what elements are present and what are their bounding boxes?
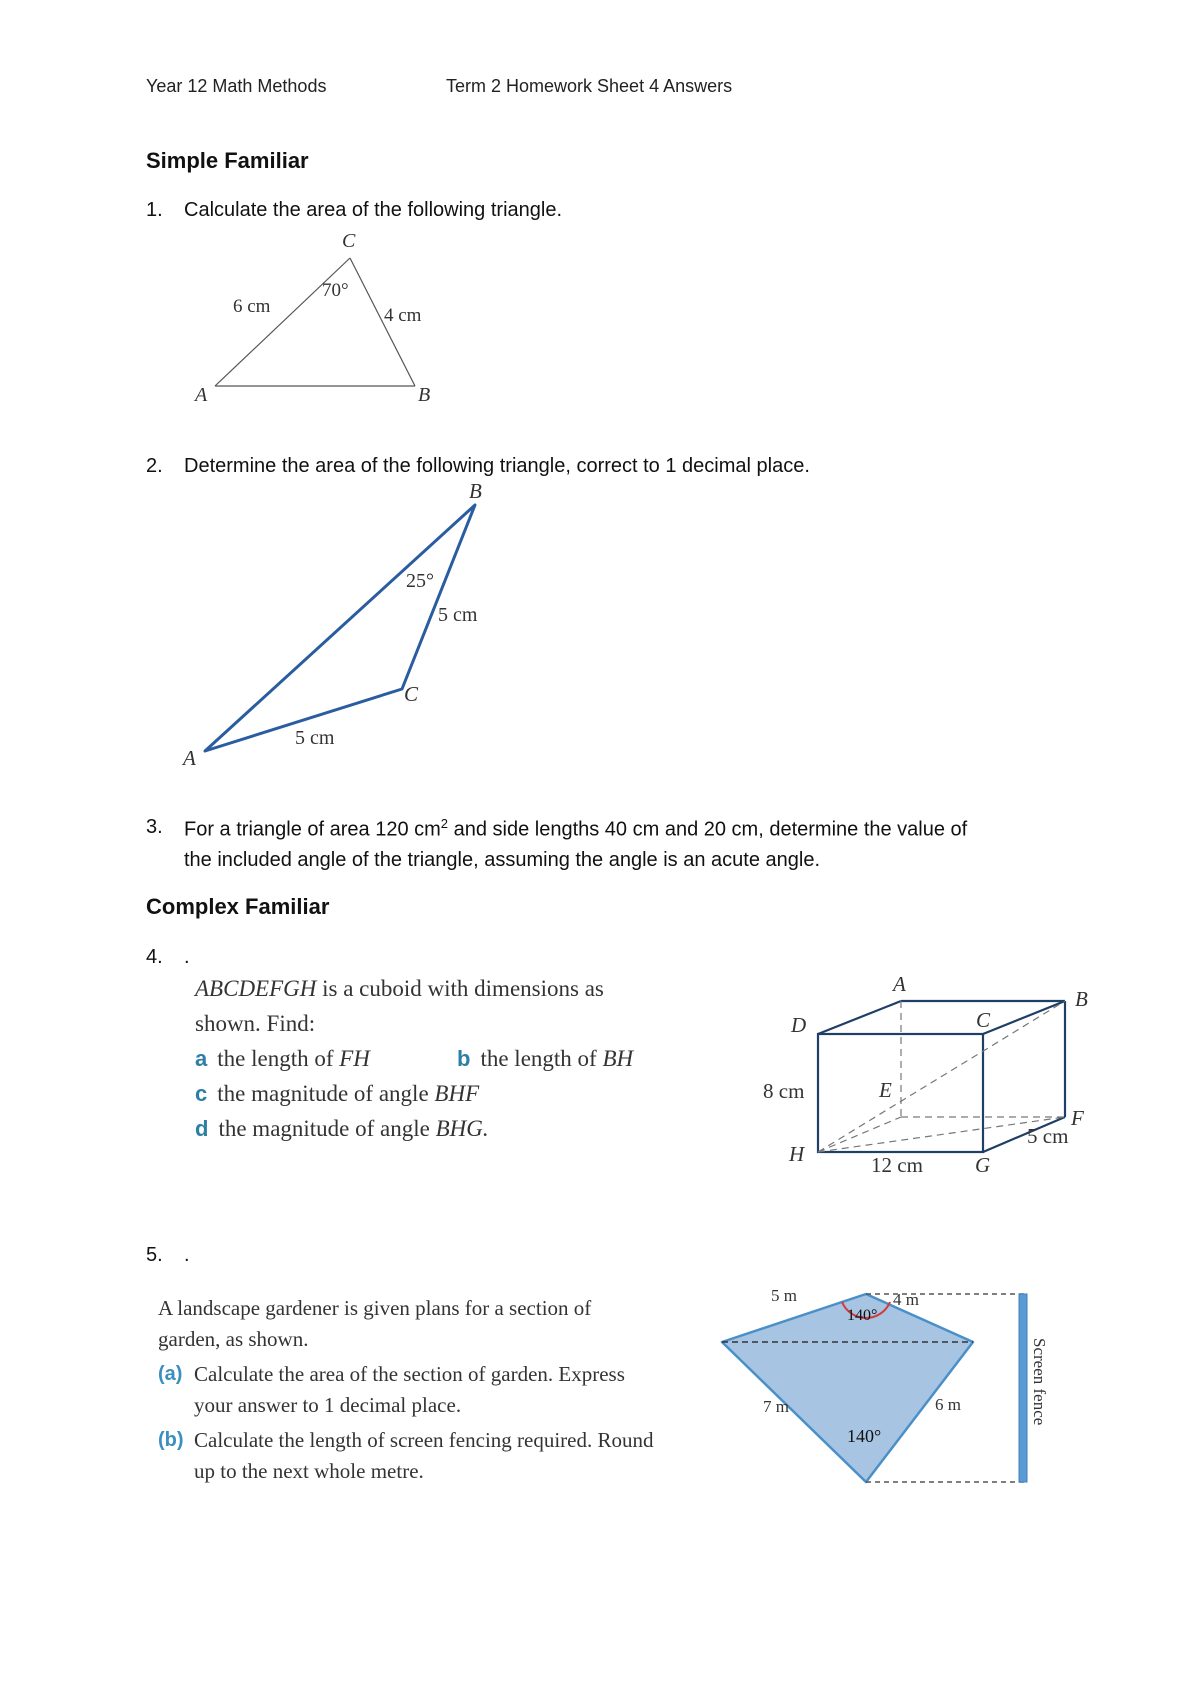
q2-vertex-a: A [183, 746, 196, 770]
q4-part-a-label: a [195, 1046, 208, 1071]
q5-part-a-line1: Calculate the area of the section of garden. Express [194, 1362, 625, 1386]
q5-bottom-angle-label: 140° [847, 1426, 882, 1446]
q4-vertex-h: H [789, 1142, 805, 1166]
q1-number: 1. [146, 199, 163, 221]
q5-top-angle-label: 140° [847, 1307, 878, 1324]
q5-garden-figure [715, 1286, 1049, 1496]
q4-width-label: 5 cm [1027, 1124, 1069, 1148]
q4-length-label: 12 cm [871, 1153, 923, 1177]
q4-number: 4. [146, 946, 163, 968]
q5-part-a-line2: your answer to 1 decimal place. [194, 1393, 462, 1417]
q3-superscript: 2 [440, 816, 449, 831]
q5-line1: A landscape gardener is given plans for a section of [158, 1296, 592, 1320]
q2-triangle-figure [175, 478, 515, 768]
q5-bottom-right-label: 6 m [935, 1395, 961, 1414]
q5-part-b-line2: up to the next whole metre. [194, 1459, 424, 1483]
q5-part-a-label: (a) [158, 1363, 183, 1385]
q5-screen-fence [1019, 1294, 1027, 1482]
q2-text: Determine the area of the following triangle, correct to 1 decimal place. [184, 455, 810, 477]
q1-side-ac [215, 258, 350, 386]
q1-triangle-figure [190, 228, 450, 408]
q5-part-b-label: (b) [158, 1429, 184, 1451]
q4-part-d-text: the magnitude of angle [218, 1116, 436, 1141]
q4-part-c-label: c [195, 1081, 208, 1106]
q5-line2: garden, as shown. [158, 1327, 309, 1351]
q2-angle-b-label: 25° [406, 570, 434, 592]
q4-part-b [457, 1041, 633, 1076]
q4-vertex-a: A [893, 972, 906, 996]
q4-part-d [195, 1111, 715, 1146]
q4-edge-cb [983, 1001, 1065, 1034]
q4-part-a [195, 1046, 370, 1071]
q5-dot: . [184, 1244, 190, 1266]
q3-text-pre: For a triangle of area 120 cm [184, 818, 441, 841]
q4-intro-rest: is a cuboid with dimensions as [316, 976, 604, 1001]
q1-text: Calculate the area of the following triangle. [184, 199, 563, 221]
q2-side-ac-label: 5 cm [295, 727, 335, 749]
q3-text-line1 [184, 816, 967, 842]
q4-part-a-text: the length of [217, 1046, 340, 1071]
q4-cuboid-figure [755, 972, 1105, 1180]
q5-top-left-label: 5 m [771, 1286, 797, 1305]
q1-side-ac-label: 6 cm [233, 296, 271, 317]
q2-triangle [205, 505, 475, 751]
q5-question-text [158, 1293, 718, 1487]
header-left: Year 12 Math Methods [146, 76, 327, 96]
q4-height-label: 8 cm [763, 1079, 805, 1103]
q4-vertex-b: B [1075, 987, 1088, 1011]
q4-part-d-label: d [195, 1116, 209, 1141]
q4-question-text [195, 971, 715, 1146]
q5-top-right-label: 4 m [893, 1290, 919, 1309]
q3-text-line2: the included angle of the triangle, assuming the angle is an acute angle. [184, 849, 820, 871]
q2-vertex-c: C [404, 682, 419, 706]
q2-side-bc-label: 5 cm [438, 604, 478, 626]
q4-vertex-f: F [1071, 1106, 1084, 1130]
q4-intro-line1 [195, 971, 715, 1006]
q4-vertex-d: D [791, 1013, 807, 1037]
q4-part-b-text: the length of [480, 1046, 603, 1071]
q4-hidden-edge-he [818, 1117, 901, 1152]
header-right: Term 2 Homework Sheet 4 Answers [446, 76, 733, 96]
q4-edge-da [818, 1001, 901, 1034]
q1-vertex-a: A [195, 384, 208, 406]
q3-text-post: and side lengths 40 cm and 20 cm, determine the value of [448, 818, 968, 841]
q4-part-c-text: the magnitude of angle [217, 1081, 435, 1106]
q4-vertex-c: C [976, 1008, 991, 1032]
q1-vertex-c: C [342, 230, 356, 252]
q4-part-b-label: b [457, 1046, 471, 1071]
q5-number: 5. [146, 1244, 163, 1266]
q4-intro-line2: shown. Find: [195, 1011, 316, 1036]
q4-part-c-var: BHF [434, 1081, 480, 1106]
q4-dot: . [184, 946, 190, 968]
q5-part-b [158, 1425, 718, 1487]
q1-side-cb-label: 4 cm [384, 305, 422, 326]
q5-part-b-line1: Calculate the length of screen fencing required. Round [194, 1428, 654, 1452]
q3-number: 3. [146, 816, 163, 838]
q4-vertex-e: E [879, 1078, 892, 1102]
q4-intro-italic: ABCDEFGH [195, 976, 317, 1001]
q4-part-a-var: FH [339, 1046, 370, 1071]
q4-part-d-var: BHG. [435, 1116, 489, 1141]
q4-part-c [195, 1076, 715, 1111]
q5-part-a [158, 1359, 718, 1421]
q1-angle-c-label: 70° [322, 280, 349, 301]
q4-part-b-var: BH [602, 1046, 634, 1071]
section-title-complex: Complex Familiar [146, 894, 330, 919]
q5-bottom-left-label: 7 m [763, 1397, 789, 1416]
q2-vertex-b: B [469, 479, 482, 503]
section-title-simple: Simple Familiar [146, 148, 309, 173]
q5-fence-label: Screen fence [1030, 1338, 1049, 1426]
q2-number: 2. [146, 455, 163, 477]
q4-parts-row-ab [195, 1041, 715, 1076]
q1-vertex-b: B [418, 384, 431, 406]
q4-vertex-g: G [975, 1153, 991, 1177]
